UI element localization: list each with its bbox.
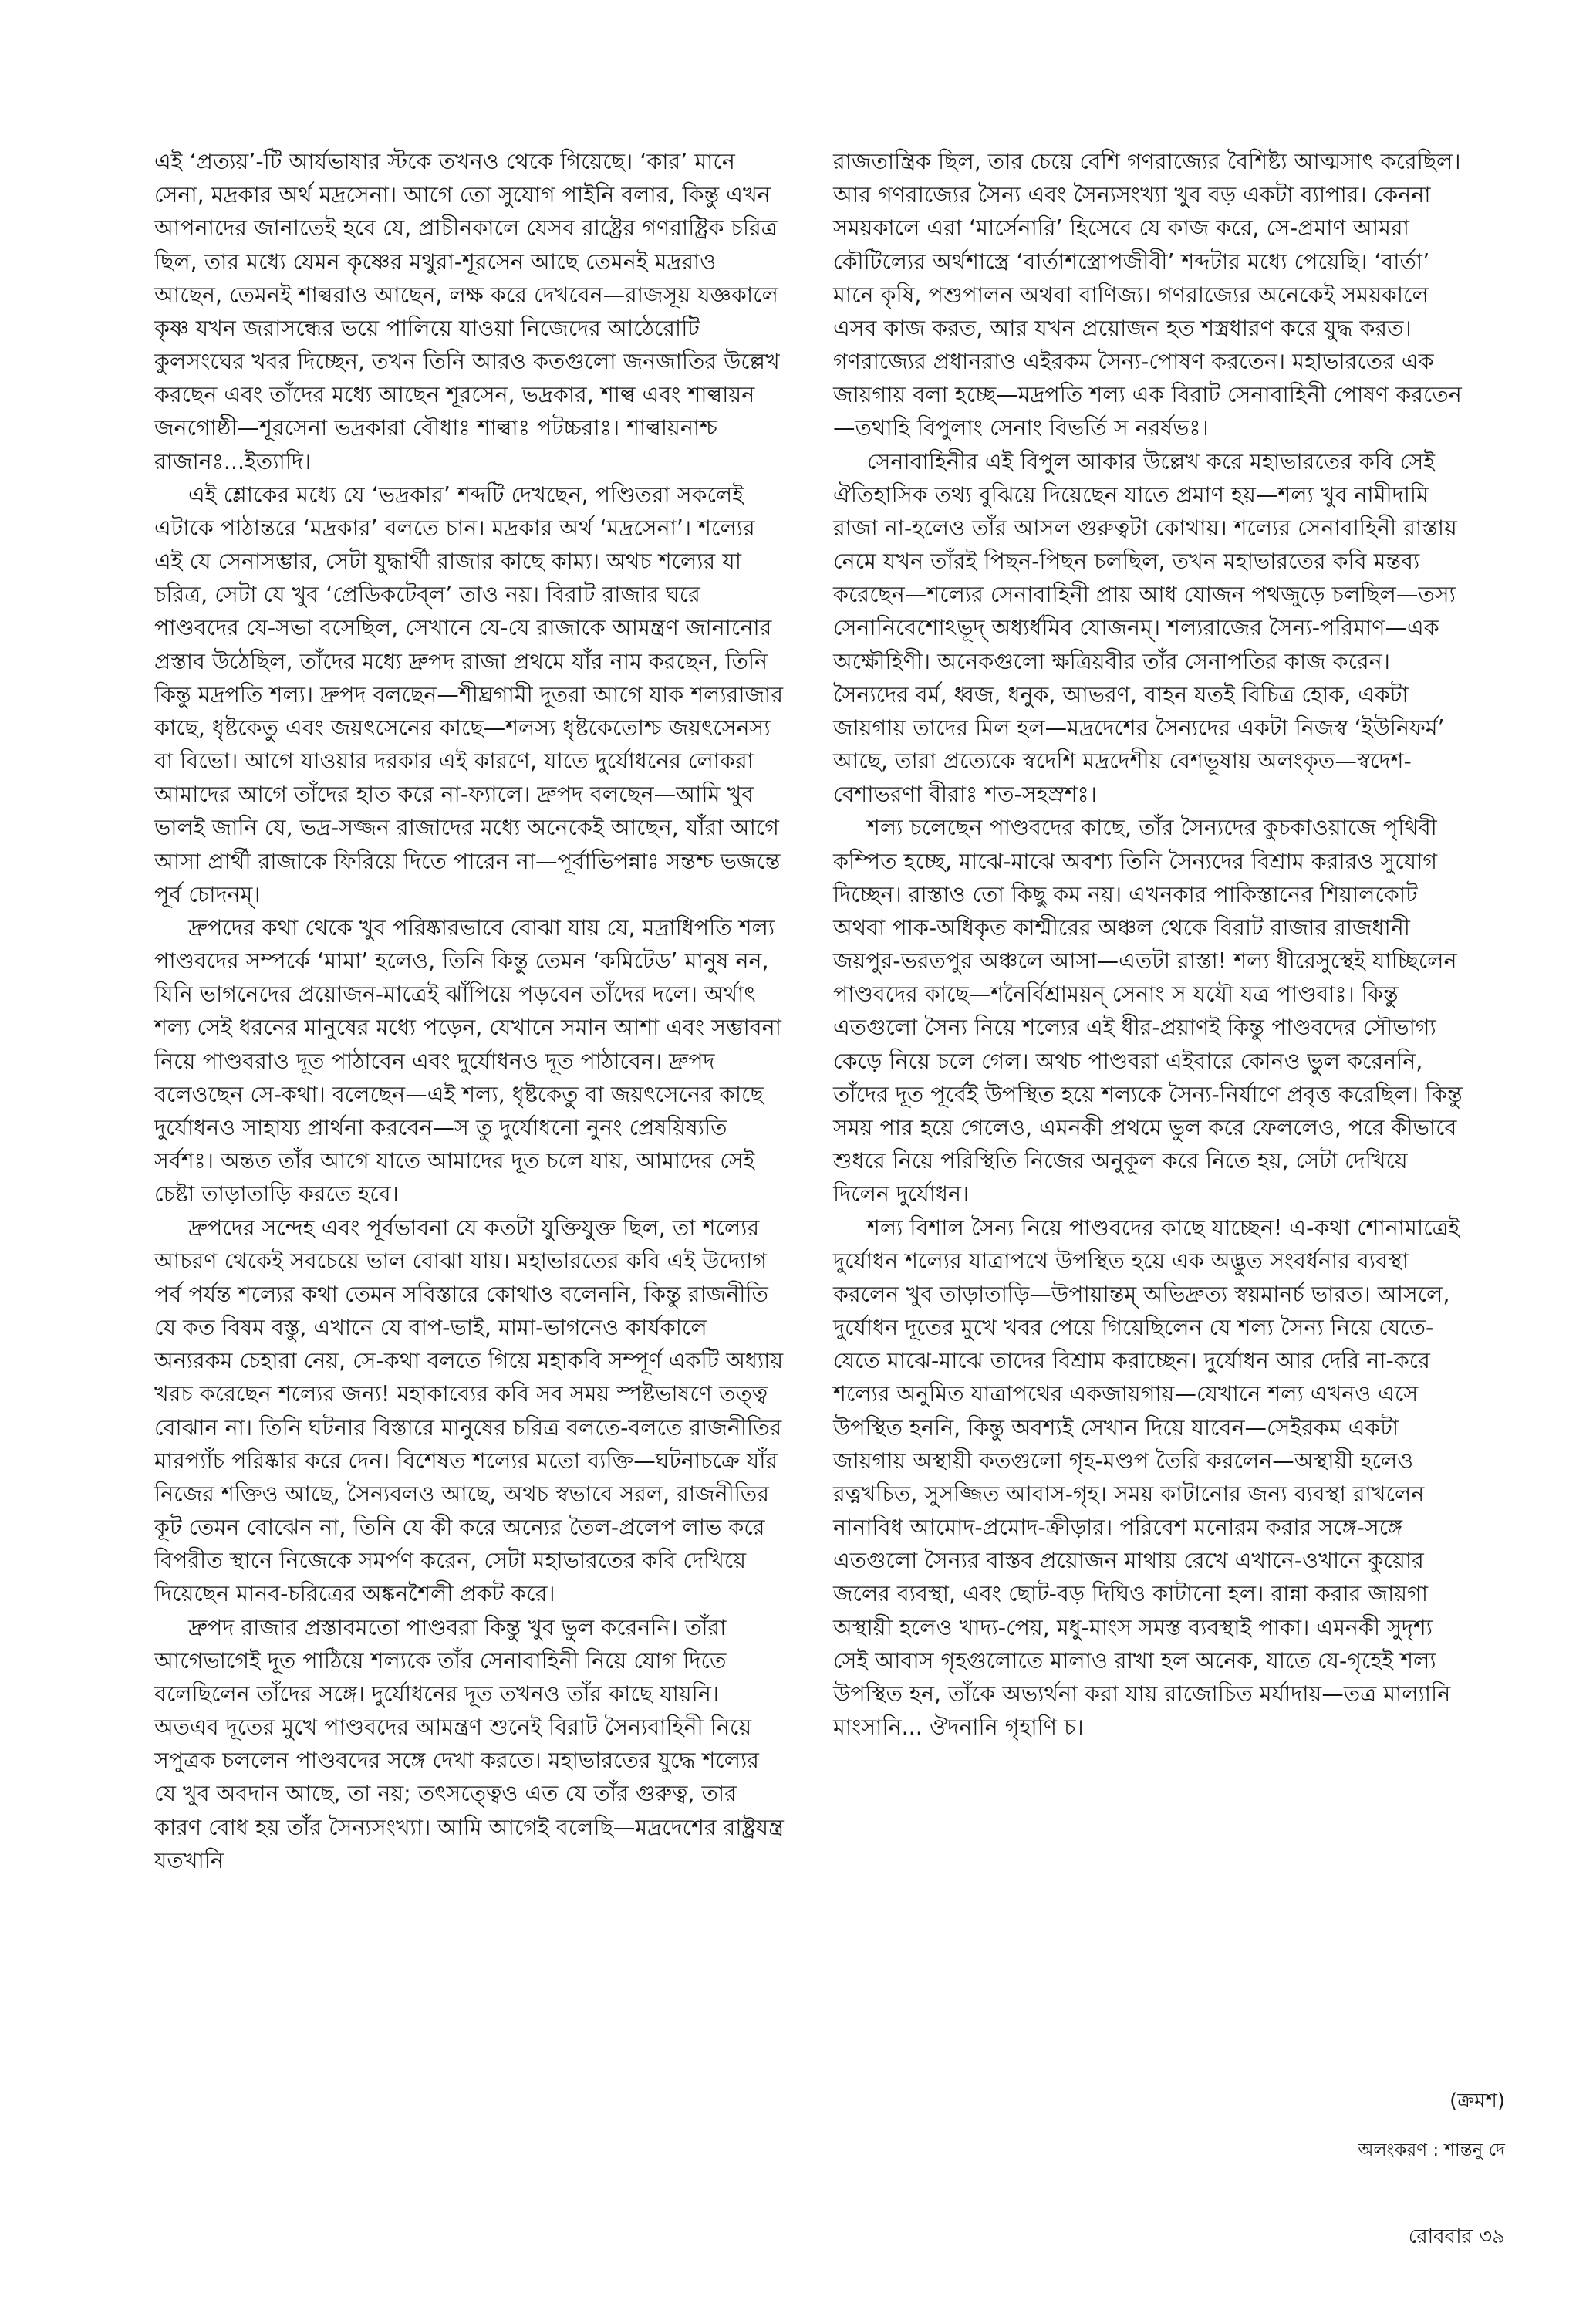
to-be-continued: (ক্রমশ) — [1449, 2089, 1505, 2113]
paragraph: দ্রুপদ রাজার প্রস্তাবমতো পাণ্ডবরা কিন্তু খুব ভুল করেননি। তাঁরা আগেভাগেই দূত পাঠিয়ে শল্যকে তাঁর সেনাবাহিনী নিয়ে যোগ দিতে বলেছিলেন তাঁদের সঙ্গে। দুর্যোধনের দূত তখনও তাঁর কাছে যায়নি। অতএব দূতের মুখে পাণ্ডবদের আমন্ত্রণ শুনেই বিরাট সৈন্যবাহিনী নিয়ে সপুত্রক চললেন পাণ্ডবদের সঙ্গে দেখা করতে। মহাভারতের যুদ্ধে শল্যের যে খুব অবদান আছে, তা নয়; তৎসত্ত্বেও এত যে তাঁর গুরুত্ব, তার কারণ বোধ হয় তাঁর সৈন্যসংখ্যা। আমি আগেই বলেছি—মদ্রদেশের রাষ্ট্রযন্ত্র যতখানি — [154, 1614, 784, 1873]
illustration-credit: অলংকরণ : শান্তনু দে — [1358, 2140, 1505, 2160]
paragraph: সেনাবাহিনীর এই বিপুল আকার উল্লেখ করে মহাভারতের কবি সেই ঐতিহাসিক তথ্য বুঝিয়ে দিয়েছেন যাতে প্রমাণ হয়—শল্য খুব নামীদামি রাজা না-হলেও তাঁর আসল গুরুত্বটা কোথায়। শল্যের সেনাবাহিনী রাস্তায় নেমে যখন তাঁরই পিছন-পিছন চলছিল, তখন মহাভারতের কবি মন্তব্য করেছেন—শল্যের সেনাবাহিনী প্রায় আধ যোজন পথজুড়ে চলছিল—তস্য সেনানিবেশোঽভূদ্‌ অধ্যর্ধমিব যোজনম্। শল্যরাজের সৈন্য-পরিমাণ—এক অক্ষৌহিণী। অনেকগুলো ক্ষত্রিয়বীর তাঁর সেনাপতির কাজ করেন। সৈন্যদের বর্ম, ধ্বজ, ধনুক, আভরণ, বাহন যতই বিচিত্র হোক, একটা জায়গায় তাদের মিল হল—মদ্রদেশের সৈন্যদের একটা নিজস্ব ‘ইউনিফর্ম’ আছে, তারা প্রত্যেকে স্বদেশি মদ্রদেশীয় বেশভূষায় অলংকৃত—স্বদেশ-বেশাভরণা বীরাঃ শত-সহস্রশঃ। — [833, 448, 1457, 808]
paragraph: রাজতান্ত্রিক ছিল, তার চেয়ে বেশি গণরাজ্যের বৈশিষ্ট্য আত্মসাৎ করেছিল। আর গণরাজ্যের সৈন্য এবং সৈন্যসংখ্যা খুব বড় একটা ব্যাপার। কেননা সময়কালে এরা ‘মার্সেনারি’ হিসেবে যে কাজ করে, সে-প্রমাণ আমরা কৌটিল্যের অর্থশাস্ত্রে ‘বার্তাশস্ত্রোপজীবী’ শব্দটার মধ্যে পেয়েছি। ‘বার্তা’ মানে কৃষি, পশুপালন অথবা বাণিজ্য। গণরাজ্যের অনেকেই সময়কালে এসব কাজ করত, আর যখন প্রয়োজন হত শস্ত্রধারণ করে যুদ্ধ করত। গণরাজ্যের প্রধানরাও এইরকম সৈন্য-পোষণ করতেন। মহাভারতের এক জায়গায় বলা হচ্ছে—মদ্রপতি শল্য এক বিরাট সেনাবাহিনী পোষণ করতেন—তথাহি বিপুলাং সেনাং বিভর্তি স নরর্ষভঃ। — [833, 149, 1462, 441]
paragraph: এই শ্লোকের মধ্যে যে ‘ভদ্রকার’ শব্দটি দেখছেন, পণ্ডিতরা সকলেই এটাকে পাঠান্তরে ‘মদ্রকার’ বলতে চান। মদ্রকার অর্থ ‘মদ্রসেনা’। শল্যের এই যে সেনাসম্ভার, সেটা যুদ্ধার্থী রাজার কাছে কাম্য। অথচ শল্যের যা চরিত্র, সেটা যে খুব ‘প্রেডিকটেব্‌ল’ তাও নয়। বিরাট রাজার ঘরে পাণ্ডবদের যে-সভা বসেছিল, সেখানে যে-যে রাজাকে আমন্ত্রণ জানানোর প্রস্তাব উঠেছিল, তাঁদের মধ্যে দ্রুপদ রাজা প্রথমে যাঁর নাম করছেন, তিনি কিন্তু মদ্রপতি শল্য। দ্রুপদ বলছেন—শীঘ্রগামী দূতরা আগে যাক শল্যরাজার কাছে, ধৃষ্টকেতু এবং জয়ৎসেনের কাছে—শলস্য ধৃষ্টকেতোশ্চ জয়ৎসেনস্য বা বিভো। আগে যাওয়ার দরকার এই কারণে, যাতে দুর্যোধনের লোকরা আমাদের আগে তাঁদের হাত করে না-ফ্যালে। দ্রুপদ বলছেন—আমি খুব ভালই জানি যে, ভদ্র-সজ্জন রাজাদের মধ্যে অনেকেই আছেন, যাঁরা আগে আসা প্রার্থী রাজাকে ফিরিয়ে দিতে পারেন না—পূর্বাভিপন্নাঃ সন্তশ্চ ভজন্তে পূর্ব চোদনম্। — [154, 481, 783, 907]
paragraph: শল্য বিশাল সৈন্য নিয়ে পাণ্ডবদের কাছে যাচ্ছেন! এ-কথা শোনামাত্রেই দুর্যোধন শল্যের যাত্রাপথে উপস্থিত হয়ে এক অদ্ভুত সংবর্ধনার ব্যবস্থা করলেন খুব তাড়াতাড়ি—উপায়ান্তম্‌ অভিদ্রুত্য স্বয়মানর্চ ভারত। আসলে, দুর্যোধন দূতের মুখে খবর পেয়ে গিয়েছিলেন যে শল্য সৈন্য নিয়ে যেতে-যেতে মাঝে-মাঝে তাদের বিশ্রাম করাচ্ছেন। দুর্যোধন আর দেরি না-করে শল্যের অনুমিত যাত্রাপথের একজায়গায়—যেখানে শল্য এখনও এসে উপস্থিত হননি, কিন্তু অবশ্যই সেখান দিয়ে যাবেন—সেইরকম একটা জায়গায় অস্থায়ী কতগুলো গৃহ-মণ্ডপ তৈরি করলেন—অস্থায়ী হলেও রত্নখচিত, সুসজ্জিত আবাস-গৃহ। সময় কাটানোর জন্য ব্যবস্থা রাখলেন নানাবিধ আমোদ-প্রমোদ-ক্রীড়ার। পরিবেশ মনোরম করার সঙ্গে-সঙ্গে এতগুলো সৈন্যর বাস্তব প্রয়োজন মাথায় রেখে এখানে-ওখানে কুয়োর জলের ব্যবস্থা, এবং ছোট-বড় দিঘিও কাটানো হল। রান্না করার জায়গা অস্থায়ী হলেও খাদ্য-পেয়, মধু-মাংস সমস্ত ব্যবস্থাই পাকা। এমনকী সুদৃশ্য সেই আবাস গৃহগুলোতে মালাও রাখা হল অনেক, যাতে যে-গৃহেই শল্য উপস্থিত হন, তাঁকে অভ্যর্থনা করা যায় রাজোচিত মর্যাদায়—তত্র মাল্যানি মাংসানি... ঔদনানি গৃহাণি চ। — [833, 1214, 1460, 1741]
paragraph: দ্রুপদের সন্দেহ এবং পূর্বভাবনা যে কতটা যুক্তিযুক্ত ছিল, তা শল্যের আচরণ থেকেই সবচেয়ে ভাল বোঝা যায়। মহাভারতের কবি এই উদ্যোগ পর্ব পর্যন্ত শল্যের কথা তেমন সবিস্তারে কোথাও বলেননি, কিন্তু রাজনীতি যে কত বিষম বস্তু, এখানে যে বাপ-ভাই, মামা-ভাগনেও কার্যকালে অন্যরকম চেহারা নেয়, সে-কথা বলতে গিয়ে মহাকবি সম্পূর্ণ একটি অধ্যায় খরচ করেছেন শল্যের জন্য! মহাকাব্যের কবি সব সময় স্পষ্টভাষণে তত্ত্ব বোঝান না। তিনি ঘটনার বিস্তারে মানুষের চরিত্র বলতে-বলতে রাজনীতির মারপ্যাঁচ পরিষ্কার করে দেন। বিশেষত শল্যের মতো ব্যক্তি—ঘটনাচক্রে যাঁর নিজের শক্তিও আছে, সৈন্যবলও আছে, অথচ স্বভাবে সরল, রাজনীতির কূট তেমন বোঝেন না, তিনি যে কী করে অন্যের তৈল-প্রলেপ লাভ করে বিপরীত স্থানে নিজেকে সমর্পণ করেন, সেটা মহাভারতের কবি দেখিয়ে দিয়েছেন মানব-চরিত্রের অঙ্কনশৈলী প্রকট করে। — [154, 1214, 784, 1607]
left-column — [154, 145, 787, 1877]
paragraph: এই ‘প্রত্যয়’-টি আর্যভাষার স্টকে তখনও থেকে গিয়েছে। ‘কার’ মানে সেনা, মদ্রকার অর্থ মদ্রসেনা। আগে তো সুযোগ পাইনি বলার, কিন্তু এখন আপনাদের জানাতেই হবে যে, প্রাচীনকালে যেসব রাষ্ট্রের গণরাষ্ট্রিক চরিত্র ছিল, তার মধ্যে যেমন কৃষ্ণের মথুরা-শূরসেন আছে তেমনই মদ্ররাও আছেন, তেমনই শাল্বরাও আছেন, লক্ষ করে দেখবেন—রাজসূয় যজ্ঞকালে কৃষ্ণ যখন জরাসন্ধের ভয়ে পালিয়ে যাওয়া নিজেদের আঠেরোটি কুলসংঘের খবর দিচ্ছেন, তখন তিনি আরও কতগুলো জনজাতির উল্লেখ করছেন এবং তাঁদের মধ্যে আছেন শূরসেন, ভদ্রকার, শাল্ব এবং শাল্বায়ন জনগোষ্ঠী—শূরসেনা ভদ্রকারা বৌধাঃ শাল্বাঃ পটচ্চরাঃ। শাল্বায়নাশ্চ রাজানঃ...ইত্যাদি। — [154, 149, 780, 475]
page-footer: রোববার ৩৯ — [1408, 2225, 1505, 2248]
paragraph: শল্য চলেছেন পাণ্ডবদের কাছে, তাঁর সৈন্যদের কুচকাওয়াজে পৃথিবী কম্পিত হচ্ছে, মাঝে-মাঝে অবশ্য তিনি সৈন্যদের বিশ্রাম করারও সুযোগ দিচ্ছেন। রাস্তাও তো কিছু কম নয়। এখনকার পাকিস্তানের শিয়ালকোট অথবা পাক-অধিকৃত কাশ্মীরের অঞ্চল থেকে বিরাট রাজার রাজধানী জয়পুর-ভরতপুর অঞ্চলে আসা—এতটা রাস্তা! শল্য ধীরেসুস্থেই যাচ্ছিলেন পাণ্ডবদের কাছে—শনৈর্বিশ্রাময়ন্‌ সেনাং স যযৌ যত্র পাণ্ডবাঃ। কিন্তু এতগুলো সৈন্য নিয়ে শল্যের এই ধীর-প্রয়াণই কিন্তু পাণ্ডবদের সৌভাগ্য কেড়ে নিয়ে চলে গেল। অথচ পাণ্ডবরা এইবারে কোনও ভুল করেননি, তাঁদের দূত পূর্বেই উপস্থিত হয়ে শল্যকে সৈন্য-নির্যাণে প্রবৃত্ত করেছিল। কিন্তু সময় পার হয়ে গেলেও, এমনকী প্রথমে ভুল করে ফেললেও, পরে কীভাবে শুধরে নিয়ে পরিস্থিতি নিজের অনুকূল করে নিতে হয়, সেটা দেখিয়ে দিলেন দুর্যোধন। — [833, 815, 1463, 1208]
right-column — [833, 145, 1466, 1744]
paragraph: দ্রুপদের কথা থেকে খুব পরিষ্কারভাবে বোঝা যায় যে, মদ্রাধিপতি শল্য পাণ্ডবদের সম্পর্কে ‘মামা’ হলেও, তিনি কিন্তু তেমন ‘কমিটেড’ মানুষ নন, যিনি ভাগনেদের প্রয়োজন-মাত্রেই ঝাঁপিয়ে পড়বেন তাঁদের দলে। অর্থাৎ শল্য সেই ধরনের মানুষের মধ্যে পড়েন, যেখানে সমান আশা এবং সম্ভাবনা নিয়ে পাণ্ডবরাও দূত পাঠাবেন এবং দুর্যোধনও দূত পাঠাবেন। দ্রুপদ বলেওছেন সে-কথা। বলেছেন—এই শল্য, ধৃষ্টকেতু বা জয়ৎসেনের কাছে দুর্যোধনও সাহায্য প্রার্থনা করবেন—স তু দুর্যোধনো নুনং প্রেষয়িষ্যতি সর্বশঃ। অন্তত তাঁর আগে যাতে আমাদের দূত চলে যায়, আমাদের সেই চেষ্টা তাড়াতাড়ি করতে হবে। — [154, 914, 781, 1208]
